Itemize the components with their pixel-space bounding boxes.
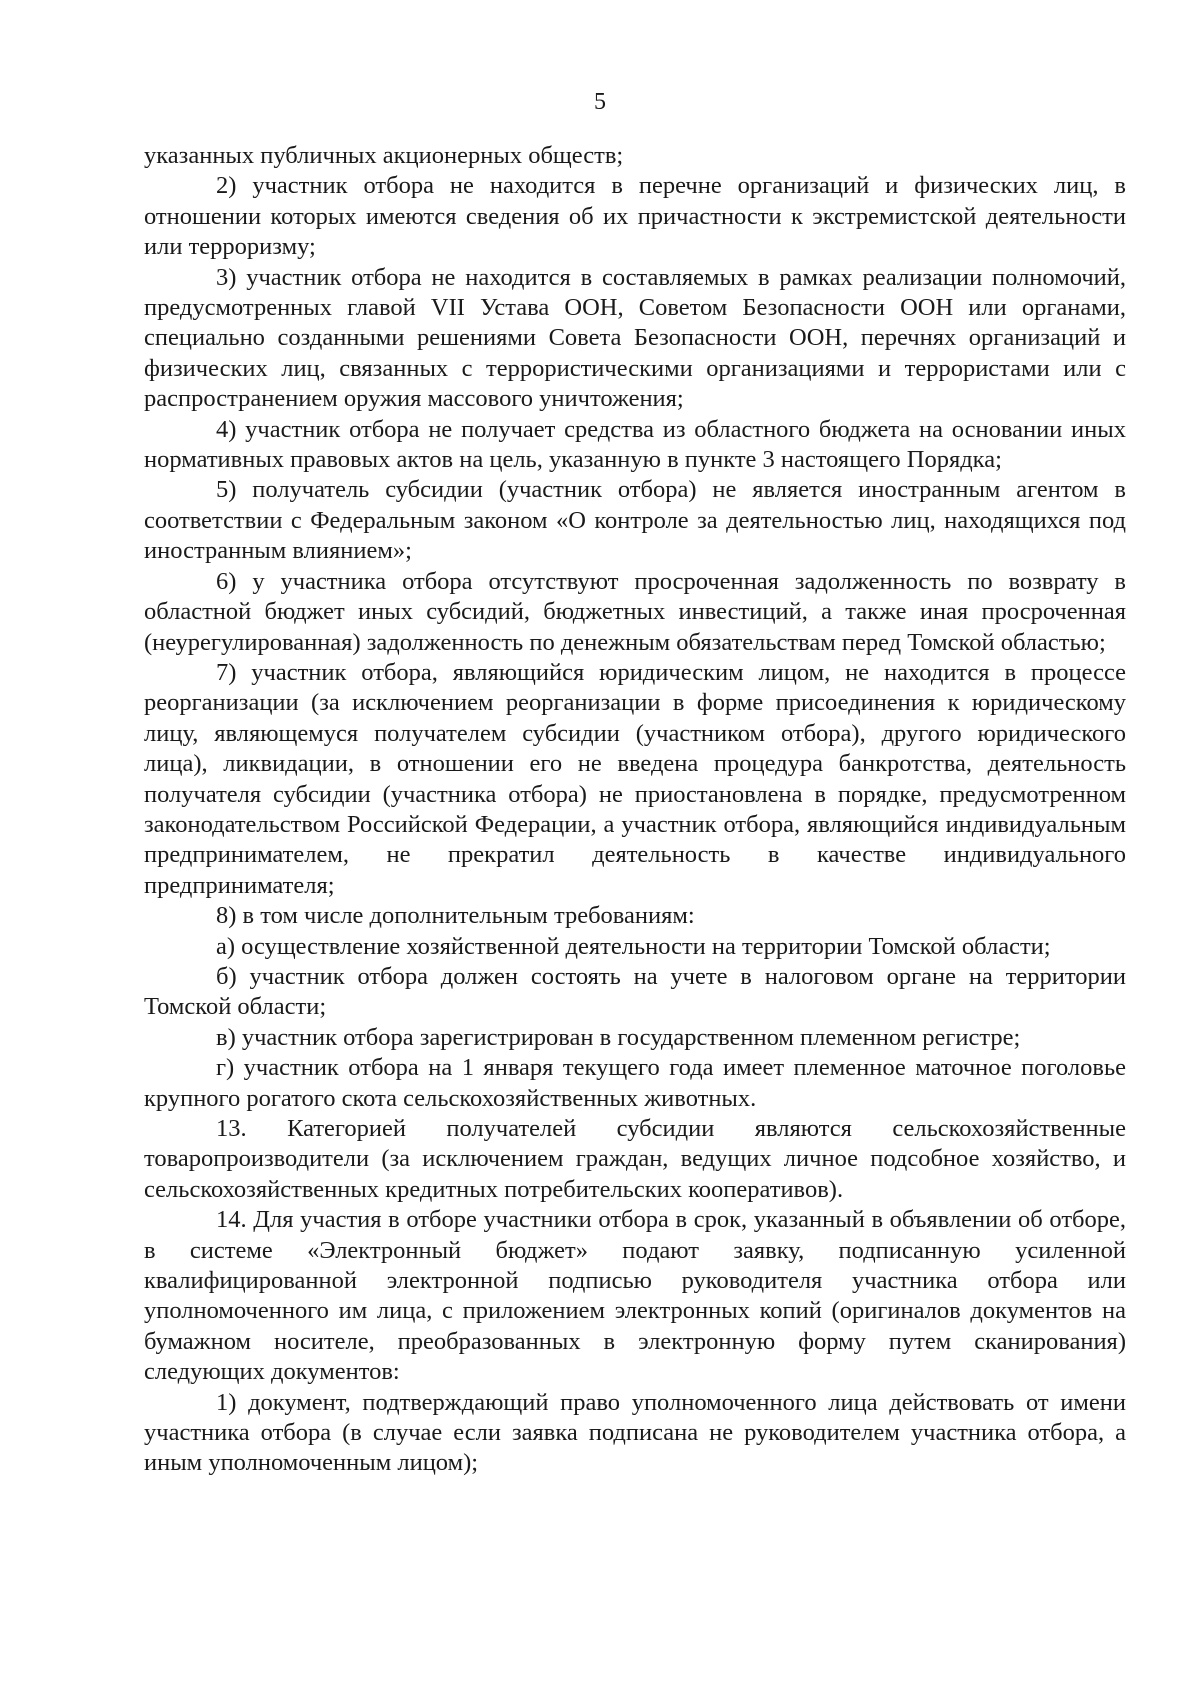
paragraph-item-6: 6) у участника отбора отсутствуют просроченная задолженность по возврату в областной бюджет иных субсидий, бюджетных инвестиций, а также иная просроченная (неурегулированная) задолженность по денежным обязательствам перед Томской областью; [144,567,1126,656]
page-number: 5 [594,89,606,115]
paragraph-subitem-v: в) участник отбора зарегистрирован в государственном племенном регистре; [216,1023,1021,1051]
paragraph-subitem-a: а) осуществление хозяйственной деятельности на территории Томской области; [216,932,1051,960]
paragraph-item-2: 2) участник отбора не находится в перечне организаций и физических лиц, в отношении которых имеются сведения об их причастности к экстремистской деятельности или терроризму; [144,172,1126,261]
paragraph-item-5: 5) получатель субсидии (участник отбора) не является иностранным агентом в соответствии с Федеральным законом «О контроле за деятельностью лиц, находящихся под иностранным влиянием»; [144,476,1126,565]
paragraph-item-3: 3) участник отбора не находится в составляемых в рамках реализации полномочий, предусмотренных главой VII Устава ООН, Советом Безопасности ООН или органами, специально созданными решениями Совета Безопасности ООН, перечнях организаций и физических лиц, связанных с террористическими организациями и террористами или с распространением оружия массового уничтожения; [144,263,1126,413]
paragraph-item-8: 8) в том числе дополнительным требованиям: [216,902,695,930]
paragraph-subitem-b: б) участник отбора должен состоять на учете в налоговом органе на территории Томской области; [144,962,1126,1021]
paragraph-item-4: 4) участник отбора не получает средства из областного бюджета на основании иных нормативных правовых актов на цель, указанную в пункте 3 настоящего Порядка; [144,415,1126,474]
paragraph-continuation: указанных публичных акционерных обществ; [144,142,624,169]
paragraph-item-7: 7) участник отбора, являющийся юридическим лицом, не находится в процессе реорганизации (за исключением реорганизации в форме присоединения к юридическому лицу, являющемуся получателем субсидии (участником отбора), другого юридического лица), ликвидации, в отношении его не введена процедура банкротства, деятельность получателя субсидии (участника отбора) не приостановлена в порядке, предусмотренном законодательством Российской Федерации, а участник отбора, являющийся индивидуальным предпринимателем, не прекратил деятельность в качестве индивидуального предпринимателя; [144,658,1126,899]
paragraph-clause-13: 13. Категорией получателей субсидии являются сельскохозяйственные товаропроизводители (за исключением граждан, ведущих личное подсобное хозяйство, и сельскохозяйственных кредитных потребительских кооперативов). [144,1115,1126,1203]
paragraph-clause-14: 14. Для участия в отборе участники отбора в срок, указанный в объявлении об отборе, в системе «Электронный бюджет» подают заявку, подписанную усиленной квалифицированной электронной подписью руководителя участника отбора или уполномоченного им лица, с приложением электронных копий (оригиналов документов на бумажном носителе, преобразованных в электронную форму путем сканирования) следующих документов: [144,1206,1126,1386]
document-body [144,141,1126,1479]
paragraph-clause-14-item-1: 1) документ, подтверждающий право уполномоченного лица действовать от имени участника отбора (в случае если заявка подписана не руководителем участника отбора, а иным уполномоченным лицом); [144,1388,1126,1477]
paragraph-subitem-g: г) участник отбора на 1 января текущего года имеет племенное маточное поголовье крупного рогатого скота сельскохозяйственных животных. [144,1054,1126,1112]
